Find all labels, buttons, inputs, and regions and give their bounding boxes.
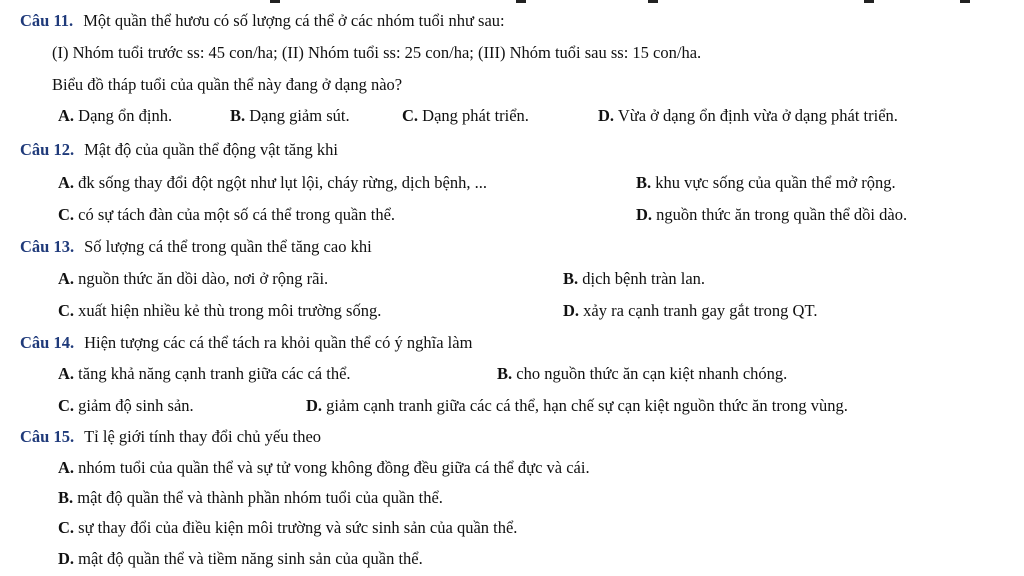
top-edge-mark [960, 0, 970, 3]
option-text: giảm độ sinh sản. [74, 396, 194, 415]
question-12-heading [20, 140, 338, 160]
option-text: Vừa ở dạng ổn định vừa ở dạng phát triển. [614, 106, 898, 125]
question-15-option-b [58, 488, 443, 508]
question-12-option-a [58, 173, 487, 193]
option-text: giảm cạnh tranh giữa các cá thể, hạn chế sự cạn kiệt nguồn thức ăn trong vùng. [322, 396, 848, 415]
option-letter: D. [598, 106, 615, 125]
question-12-option-d [636, 205, 907, 225]
question-14-option-b [497, 364, 787, 384]
option-letter: B. [497, 364, 513, 383]
option-letter: D. [58, 549, 75, 568]
question-15-option-d [58, 549, 423, 569]
option-text: khu vực sống của quần thể mở rộng. [651, 173, 896, 192]
question-14-option-d [306, 396, 848, 416]
question-number: Câu 15. [20, 427, 75, 446]
question-11-heading [20, 11, 505, 31]
option-text: Dạng giảm sút. [245, 106, 350, 125]
option-letter: D. [306, 396, 323, 415]
option-letter: C. [58, 205, 75, 224]
option-letter: C. [58, 518, 75, 537]
option-letter: C. [58, 396, 75, 415]
question-13-option-c [58, 301, 381, 321]
question-11-option-c [402, 106, 529, 126]
question-number: Câu 14. [20, 333, 75, 352]
option-text: sự thay đổi của điều kiện môi trường và sức sinh sản của quần thể. [74, 518, 518, 537]
option-letter: C. [58, 301, 75, 320]
question-number: Câu 11. [20, 11, 74, 30]
question-11-option-d [598, 106, 898, 126]
option-letter: D. [636, 205, 653, 224]
question-11-option-b [230, 106, 350, 126]
option-text: nguồn thức ăn trong quần thể dồi dào. [652, 205, 908, 224]
option-text: cho nguồn thức ăn cạn kiệt nhanh chóng. [512, 364, 788, 383]
question-stem: Mật độ của quần thể động vật tăng khi [84, 140, 338, 159]
option-letter: A. [58, 458, 75, 477]
option-text: đk sống thay đổi đột ngột như lụt lội, cháy rừng, dịch bệnh, ... [74, 173, 487, 192]
question-11-info-line-1: (I) Nhóm tuổi trước ss: 45 con/ha; (II) Nhóm tuổi ss: 25 con/ha; (III) Nhóm tuổi sau ss: 15 con/ha. [52, 43, 702, 62]
option-text: Dạng phát triển. [418, 106, 529, 125]
option-letter: A. [58, 106, 75, 125]
option-letter: B. [636, 173, 652, 192]
option-text: mật độ quần thể và tiềm năng sinh sản của quần thể. [74, 549, 423, 568]
question-stem: Một quần thể hươu có số lượng cá thể ở các nhóm tuổi như sau: [83, 11, 505, 30]
question-14-option-a [58, 364, 351, 384]
option-text: nguồn thức ăn dồi dào, nơi ở rộng rãi. [74, 269, 329, 288]
question-13-option-b [563, 269, 705, 289]
question-stem: Tỉ lệ giới tính thay đổi chủ yếu theo [84, 427, 322, 446]
option-letter: B. [563, 269, 579, 288]
option-letter: B. [230, 106, 246, 125]
question-12-option-b [636, 173, 896, 193]
question-11-info-line-2: Biểu đồ tháp tuổi của quần thể này đang ở dạng nào? [52, 75, 403, 94]
question-11-option-a [58, 106, 172, 126]
option-text: xảy ra cạnh tranh gay gắt trong QT. [579, 301, 818, 320]
question-15-option-a [58, 458, 590, 478]
option-text: Dạng ổn định. [74, 106, 173, 125]
question-15-heading [20, 427, 321, 447]
top-edge-mark [270, 0, 280, 3]
top-edge-mark [516, 0, 526, 3]
option-letter: D. [563, 301, 580, 320]
option-text: nhóm tuổi của quần thể và sự tử vong không đồng đều giữa cá thể đực và cái. [74, 458, 590, 477]
top-edge-mark [648, 0, 658, 3]
question-number: Câu 12. [20, 140, 75, 159]
question-number: Câu 13. [20, 237, 75, 256]
top-edge-strip [0, 0, 1024, 6]
option-text: xuất hiện nhiều kẻ thù trong môi trường sống. [74, 301, 382, 320]
question-13-option-d [563, 301, 817, 321]
question-14-option-c [58, 396, 194, 416]
question-stem: Số lượng cá thể trong quần thể tăng cao khi [84, 237, 372, 256]
question-12-option-c [58, 205, 395, 225]
option-text: mật độ quần thể và thành phần nhóm tuổi của quần thể. [73, 488, 443, 507]
question-15-option-c [58, 518, 517, 538]
option-text: có sự tách đàn của một số cá thể trong quần thể. [74, 205, 396, 224]
option-letter: A. [58, 269, 75, 288]
option-text: tăng khả năng cạnh tranh giữa các cá thể. [74, 364, 351, 383]
option-letter: B. [58, 488, 74, 507]
top-edge-mark [864, 0, 874, 3]
option-letter: A. [58, 173, 75, 192]
option-letter: A. [58, 364, 75, 383]
option-text: dịch bệnh tràn lan. [578, 269, 706, 288]
option-letter: C. [402, 106, 419, 125]
question-14-heading [20, 333, 472, 353]
question-stem: Hiện tượng các cá thể tách ra khỏi quần thể có ý nghĩa làm [84, 333, 473, 352]
question-13-heading [20, 237, 372, 257]
question-13-option-a [58, 269, 328, 289]
